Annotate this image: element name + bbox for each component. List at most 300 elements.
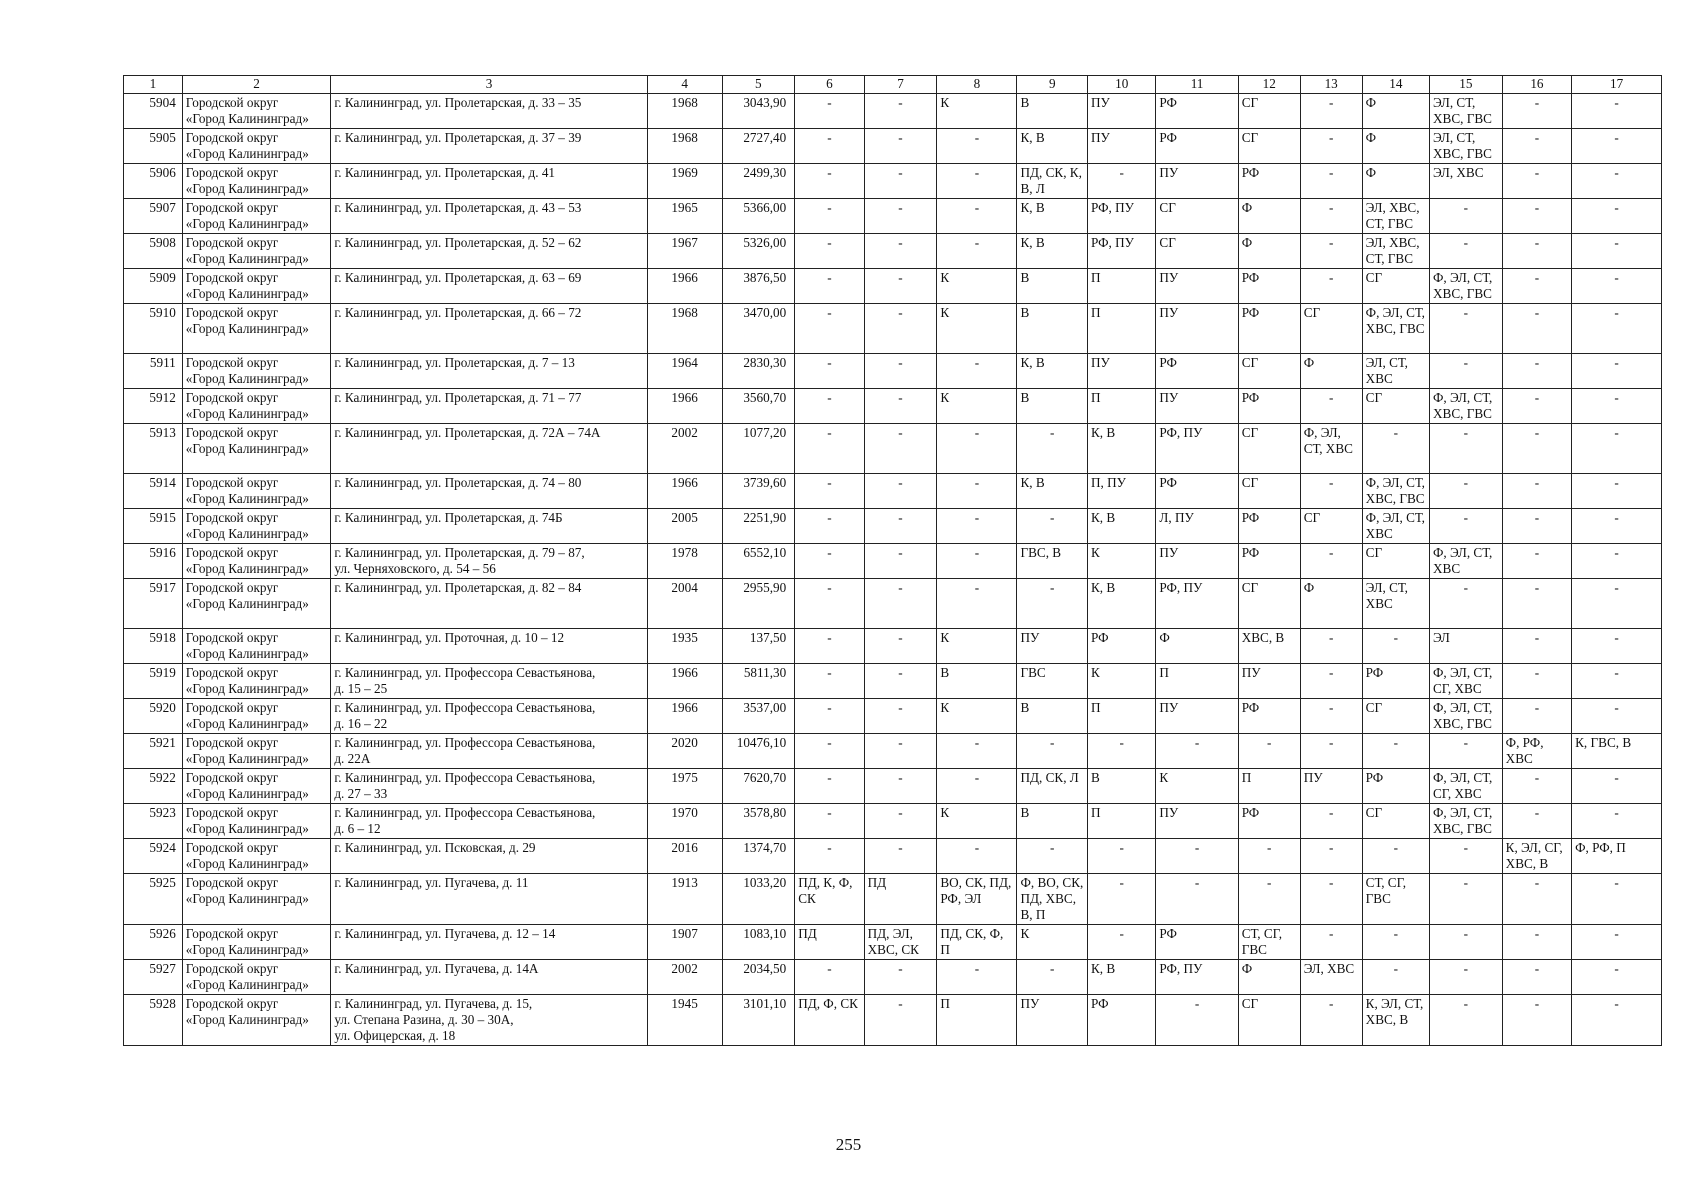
table-cell-col-14: Ф, ЭЛ, СТ, ХВС, ГВС: [1362, 304, 1429, 354]
table-cell-col-13: -: [1300, 734, 1362, 769]
table-cell-col-11: РФ, ПУ: [1156, 960, 1238, 995]
table-row: [124, 664, 1662, 699]
table-cell-col-15: -: [1430, 925, 1503, 960]
table-cell-col-17: -: [1572, 509, 1662, 544]
table-header: [124, 76, 1662, 94]
table-cell-col-16: -: [1502, 960, 1571, 995]
table-row: [124, 304, 1662, 354]
table-cell-col-8: К: [937, 629, 1017, 664]
table-cell-col-2: Городской округ «Город Калининград»: [182, 389, 331, 424]
table-cell-col-16: Ф, РФ, ХВС: [1502, 734, 1571, 769]
table-cell-col-9: В: [1017, 804, 1088, 839]
table-cell-col-7: -: [864, 94, 937, 129]
table-cell-col-6: -: [795, 199, 864, 234]
table-cell-col-17: -: [1572, 699, 1662, 734]
table-cell-col-8: К: [937, 269, 1017, 304]
column-header-4: 4: [647, 76, 722, 94]
table-cell-col-14: СГ: [1362, 389, 1429, 424]
table-cell-col-10: ПУ: [1088, 354, 1156, 389]
table-cell-col-7: -: [864, 474, 937, 509]
table-cell-col-2: Городской округ «Город Калининград»: [182, 199, 331, 234]
table-cell-col-8: К: [937, 699, 1017, 734]
table-cell-col-2: Городской округ «Город Калининград»: [182, 664, 331, 699]
table-cell-col-12: СГ: [1238, 995, 1300, 1046]
table-row: [124, 769, 1662, 804]
table-cell-col-1: 5928: [124, 995, 183, 1046]
table-cell-col-12: ПУ: [1238, 664, 1300, 699]
table-cell-col-1: 5920: [124, 699, 183, 734]
table-cell-col-16: К, ЭЛ, СГ, ХВС, В: [1502, 839, 1571, 874]
table-cell-col-9: К, В: [1017, 474, 1088, 509]
table-cell-col-1: 5914: [124, 474, 183, 509]
table-cell-col-9: В: [1017, 94, 1088, 129]
table-cell-col-12: СГ: [1238, 94, 1300, 129]
table-cell-col-13: -: [1300, 664, 1362, 699]
table-cell-col-2: Городской округ «Город Калининград»: [182, 579, 331, 629]
table-cell-col-12: П: [1238, 769, 1300, 804]
table-cell-col-4: 1968: [647, 129, 722, 164]
table-cell-col-11: РФ, ПУ: [1156, 579, 1238, 629]
table-cell-col-9: ГВС: [1017, 664, 1088, 699]
table-cell-col-13: СГ: [1300, 304, 1362, 354]
table-cell-col-13: -: [1300, 94, 1362, 129]
table-cell-col-3: г. Калининград, ул. Пролетарская, д. 74Б: [331, 509, 647, 544]
table-cell-col-14: Ф: [1362, 164, 1429, 199]
table-cell-col-11: РФ: [1156, 129, 1238, 164]
table-cell-col-8: -: [937, 234, 1017, 269]
table-cell-col-14: ЭЛ, ХВС, СТ, ГВС: [1362, 199, 1429, 234]
table-cell-col-11: ПУ: [1156, 269, 1238, 304]
table-cell-col-2: Городской округ «Город Калининград»: [182, 424, 331, 474]
table-cell-col-7: -: [864, 424, 937, 474]
table-cell-col-12: ХВС, В: [1238, 629, 1300, 664]
table-cell-col-7: -: [864, 804, 937, 839]
table-cell-col-11: СГ: [1156, 199, 1238, 234]
table-cell-col-10: ПУ: [1088, 129, 1156, 164]
table-cell-col-16: -: [1502, 874, 1571, 925]
table-cell-col-5: 3560,70: [722, 389, 795, 424]
table-cell-col-9: К: [1017, 925, 1088, 960]
table-cell-col-17: -: [1572, 94, 1662, 129]
table-cell-col-12: РФ: [1238, 544, 1300, 579]
table-cell-col-12: РФ: [1238, 304, 1300, 354]
table-cell-col-17: -: [1572, 269, 1662, 304]
table-cell-col-13: Ф: [1300, 579, 1362, 629]
table-cell-col-7: -: [864, 769, 937, 804]
table-cell-col-17: -: [1572, 424, 1662, 474]
table-cell-col-14: Ф, ЭЛ, СТ, ХВС: [1362, 509, 1429, 544]
table-cell-col-3: г. Калининград, ул. Пролетарская, д. 72А – 74А: [331, 424, 647, 474]
table-cell-col-6: ПД, Ф, СК: [795, 995, 864, 1046]
table-cell-col-16: -: [1502, 579, 1571, 629]
table-cell-col-4: 1969: [647, 164, 722, 199]
table-cell-col-17: -: [1572, 769, 1662, 804]
table-cell-col-2: Городской округ «Город Калининград»: [182, 699, 331, 734]
table-cell-col-6: -: [795, 769, 864, 804]
table-cell-col-14: -: [1362, 629, 1429, 664]
table-row: [124, 424, 1662, 474]
table-cell-col-16: -: [1502, 995, 1571, 1046]
table-cell-col-8: -: [937, 579, 1017, 629]
table-cell-col-4: 1965: [647, 199, 722, 234]
table-row: [124, 389, 1662, 424]
table-cell-col-10: РФ, ПУ: [1088, 234, 1156, 269]
table-cell-col-16: -: [1502, 424, 1571, 474]
table-cell-col-5: 5811,30: [722, 664, 795, 699]
table-cell-col-4: 1966: [647, 699, 722, 734]
table-cell-col-16: -: [1502, 664, 1571, 699]
table-cell-col-13: Ф: [1300, 354, 1362, 389]
table-cell-col-8: К: [937, 304, 1017, 354]
table-cell-col-11: К: [1156, 769, 1238, 804]
table-cell-col-11: РФ: [1156, 925, 1238, 960]
table-cell-col-12: СГ: [1238, 474, 1300, 509]
table-cell-col-9: -: [1017, 734, 1088, 769]
table-cell-col-6: -: [795, 804, 864, 839]
table-cell-col-11: П: [1156, 664, 1238, 699]
table-cell-col-2: Городской округ «Город Калининград»: [182, 269, 331, 304]
table-cell-col-4: 1907: [647, 925, 722, 960]
table-cell-col-10: П, ПУ: [1088, 474, 1156, 509]
table-cell-col-6: -: [795, 304, 864, 354]
table-cell-col-11: ПУ: [1156, 164, 1238, 199]
column-header-2: 2: [182, 76, 331, 94]
table-cell-col-1: 5906: [124, 164, 183, 199]
table-cell-col-11: Ф: [1156, 629, 1238, 664]
table-cell-col-3: г. Калининград, ул. Пролетарская, д. 71 – 77: [331, 389, 647, 424]
table-cell-col-5: 6552,10: [722, 544, 795, 579]
table-cell-col-16: -: [1502, 389, 1571, 424]
page-number: 255: [835, 1135, 862, 1154]
table-cell-col-6: -: [795, 629, 864, 664]
table-cell-col-13: -: [1300, 839, 1362, 874]
table-cell-col-4: 1968: [647, 304, 722, 354]
table-cell-col-13: -: [1300, 874, 1362, 925]
table-cell-col-15: -: [1430, 839, 1503, 874]
table-cell-col-8: -: [937, 734, 1017, 769]
table-cell-col-12: СГ: [1238, 579, 1300, 629]
table-row: [124, 579, 1662, 629]
table-cell-col-11: -: [1156, 995, 1238, 1046]
table-row: [124, 629, 1662, 664]
table-cell-col-12: Ф: [1238, 199, 1300, 234]
table-cell-col-1: 5924: [124, 839, 183, 874]
table-cell-col-9: ГВС, В: [1017, 544, 1088, 579]
table-row: [124, 474, 1662, 509]
table-cell-col-12: РФ: [1238, 804, 1300, 839]
table-cell-col-15: -: [1430, 474, 1503, 509]
table-cell-col-6: -: [795, 509, 864, 544]
table-cell-col-7: -: [864, 389, 937, 424]
table-cell-col-14: -: [1362, 960, 1429, 995]
table-cell-col-14: Ф, ЭЛ, СТ, ХВС, ГВС: [1362, 474, 1429, 509]
table-cell-col-3: г. Калининград, ул. Профессора Севастьянова, д. 22А: [331, 734, 647, 769]
table-cell-col-15: Ф, ЭЛ, СТ, ХВС, ГВС: [1430, 699, 1503, 734]
table-cell-col-14: РФ: [1362, 769, 1429, 804]
column-header-6: 6: [795, 76, 864, 94]
table-cell-col-13: ЭЛ, ХВС: [1300, 960, 1362, 995]
table-cell-col-5: 2727,40: [722, 129, 795, 164]
table-cell-col-1: 5909: [124, 269, 183, 304]
table-cell-col-14: ЭЛ, ХВС, СТ, ГВС: [1362, 234, 1429, 269]
table-cell-col-2: Городской округ «Город Калининград»: [182, 129, 331, 164]
table-cell-col-8: К: [937, 804, 1017, 839]
table-cell-col-10: П: [1088, 269, 1156, 304]
table-cell-col-5: 3537,00: [722, 699, 795, 734]
data-table: [123, 75, 1662, 1046]
table-cell-col-2: Городской округ «Город Калининград»: [182, 354, 331, 389]
table-row: [124, 874, 1662, 925]
table-cell-col-1: 5905: [124, 129, 183, 164]
table-row: [124, 960, 1662, 995]
table-cell-col-8: -: [937, 960, 1017, 995]
table-cell-col-4: 1967: [647, 234, 722, 269]
table-cell-col-15: Ф, ЭЛ, СТ, СГ, ХВС: [1430, 664, 1503, 699]
table-cell-col-10: П: [1088, 389, 1156, 424]
table-cell-col-17: К, ГВС, В: [1572, 734, 1662, 769]
table-cell-col-9: ПД, СК, Л: [1017, 769, 1088, 804]
table-cell-col-7: -: [864, 129, 937, 164]
table-cell-col-14: -: [1362, 925, 1429, 960]
table-cell-col-7: -: [864, 664, 937, 699]
table-cell-col-6: -: [795, 734, 864, 769]
table-cell-col-15: Ф, ЭЛ, СТ, ХВС: [1430, 544, 1503, 579]
table-cell-col-8: -: [937, 199, 1017, 234]
table-cell-col-7: -: [864, 509, 937, 544]
column-header-8: 8: [937, 76, 1017, 94]
table-cell-col-7: -: [864, 699, 937, 734]
table-cell-col-12: -: [1238, 874, 1300, 925]
table-cell-col-2: Городской округ «Город Калининград»: [182, 164, 331, 199]
table-cell-col-7: ПД, ЭЛ, ХВС, СК: [864, 925, 937, 960]
table-cell-col-8: -: [937, 509, 1017, 544]
table-cell-col-15: -: [1430, 734, 1503, 769]
table-cell-col-16: -: [1502, 94, 1571, 129]
table-cell-col-5: 3876,50: [722, 269, 795, 304]
table-cell-col-16: -: [1502, 509, 1571, 544]
table-cell-col-2: Городской округ «Город Калининград»: [182, 874, 331, 925]
table-cell-col-14: Ф: [1362, 129, 1429, 164]
table-cell-col-1: 5919: [124, 664, 183, 699]
column-header-10: 10: [1088, 76, 1156, 94]
table-cell-col-3: г. Калининград, ул. Пролетарская, д. 63 – 69: [331, 269, 647, 304]
table-cell-col-4: 2002: [647, 960, 722, 995]
table-cell-col-7: -: [864, 354, 937, 389]
column-header-3: 3: [331, 76, 647, 94]
table-cell-col-6: ПД, К, Ф, СК: [795, 874, 864, 925]
table-cell-col-5: 2499,30: [722, 164, 795, 199]
table-cell-col-11: -: [1156, 874, 1238, 925]
table-cell-col-17: -: [1572, 925, 1662, 960]
table-cell-col-2: Городской округ «Город Калининград»: [182, 925, 331, 960]
table-cell-col-8: -: [937, 839, 1017, 874]
table-cell-col-1: 5904: [124, 94, 183, 129]
table-row: [124, 804, 1662, 839]
table-cell-col-1: 5908: [124, 234, 183, 269]
table-cell-col-10: -: [1088, 164, 1156, 199]
table-cell-col-9: В: [1017, 389, 1088, 424]
table-cell-col-4: 1970: [647, 804, 722, 839]
table-cell-col-9: К, В: [1017, 354, 1088, 389]
table-cell-col-8: В: [937, 664, 1017, 699]
table-cell-col-8: -: [937, 769, 1017, 804]
table-cell-col-9: -: [1017, 960, 1088, 995]
table-cell-col-4: 1968: [647, 94, 722, 129]
table-cell-col-14: -: [1362, 839, 1429, 874]
table-cell-col-2: Городской округ «Город Калининград»: [182, 474, 331, 509]
table-cell-col-5: 3739,60: [722, 474, 795, 509]
table-cell-col-10: -: [1088, 925, 1156, 960]
column-header-17: 17: [1572, 76, 1662, 94]
table-cell-col-5: 2034,50: [722, 960, 795, 995]
table-cell-col-9: В: [1017, 269, 1088, 304]
column-header-7: 7: [864, 76, 937, 94]
table-cell-col-1: 5926: [124, 925, 183, 960]
table-cell-col-13: -: [1300, 199, 1362, 234]
table-cell-col-3: г. Калининград, ул. Профессора Севастьянова, д. 6 – 12: [331, 804, 647, 839]
table-row: [124, 995, 1662, 1046]
column-header-13: 13: [1300, 76, 1362, 94]
table-cell-col-6: -: [795, 234, 864, 269]
table-cell-col-12: РФ: [1238, 699, 1300, 734]
table-cell-col-2: Городской округ «Город Калининград»: [182, 960, 331, 995]
table-cell-col-10: РФ: [1088, 995, 1156, 1046]
column-header-5: 5: [722, 76, 795, 94]
table-cell-col-16: -: [1502, 925, 1571, 960]
table-cell-col-16: -: [1502, 354, 1571, 389]
table-cell-col-16: -: [1502, 699, 1571, 734]
table-cell-col-4: 1966: [647, 389, 722, 424]
table-cell-col-14: СГ: [1362, 269, 1429, 304]
table-cell-col-13: -: [1300, 389, 1362, 424]
table-cell-col-10: К, В: [1088, 960, 1156, 995]
table-row: [124, 925, 1662, 960]
table-row: [124, 699, 1662, 734]
table-cell-col-9: -: [1017, 424, 1088, 474]
table-cell-col-1: 5913: [124, 424, 183, 474]
table-cell-col-15: -: [1430, 304, 1503, 354]
table-cell-col-3: г. Калининград, ул. Пролетарская, д. 79 – 87, ул. Черняховского, д. 54 – 56: [331, 544, 647, 579]
table-cell-col-2: Городской округ «Город Калининград»: [182, 839, 331, 874]
table-cell-col-17: -: [1572, 354, 1662, 389]
table-row: [124, 544, 1662, 579]
table-cell-col-1: 5921: [124, 734, 183, 769]
table-cell-col-3: г. Калининград, ул. Профессора Севастьянова, д. 15 – 25: [331, 664, 647, 699]
table-cell-col-17: -: [1572, 389, 1662, 424]
table-cell-col-16: -: [1502, 164, 1571, 199]
table-cell-col-14: ЭЛ, СТ, ХВС: [1362, 354, 1429, 389]
table-cell-col-8: -: [937, 129, 1017, 164]
table-cell-col-10: К: [1088, 664, 1156, 699]
table-cell-col-3: г. Калининград, ул. Пролетарская, д. 41: [331, 164, 647, 199]
table-cell-col-9: ПУ: [1017, 995, 1088, 1046]
table-cell-col-1: 5907: [124, 199, 183, 234]
table-cell-col-16: -: [1502, 129, 1571, 164]
table-cell-col-13: Ф, ЭЛ, СТ, ХВС: [1300, 424, 1362, 474]
table-cell-col-14: ЭЛ, СТ, ХВС: [1362, 579, 1429, 629]
table-cell-col-5: 3101,10: [722, 995, 795, 1046]
table-cell-col-10: ПУ: [1088, 94, 1156, 129]
table-cell-col-13: -: [1300, 269, 1362, 304]
table-cell-col-7: -: [864, 234, 937, 269]
table-cell-col-6: -: [795, 354, 864, 389]
table-cell-col-4: 1966: [647, 474, 722, 509]
table-cell-col-10: РФ: [1088, 629, 1156, 664]
table-cell-col-1: 5912: [124, 389, 183, 424]
table-cell-col-16: -: [1502, 629, 1571, 664]
table-cell-col-17: -: [1572, 629, 1662, 664]
table-cell-col-11: РФ, ПУ: [1156, 424, 1238, 474]
table-cell-col-9: -: [1017, 579, 1088, 629]
table-cell-col-14: СГ: [1362, 699, 1429, 734]
table-cell-col-15: -: [1430, 199, 1503, 234]
table-cell-col-4: 1975: [647, 769, 722, 804]
table-cell-col-10: РФ, ПУ: [1088, 199, 1156, 234]
table-cell-col-7: -: [864, 579, 937, 629]
table-cell-col-17: -: [1572, 664, 1662, 699]
table-cell-col-2: Городской округ «Город Калининград»: [182, 629, 331, 664]
table-row: [124, 164, 1662, 199]
table-cell-col-3: г. Калининград, ул. Пролетарская, д. 7 – 13: [331, 354, 647, 389]
table-cell-col-15: Ф, ЭЛ, СТ, СГ, ХВС: [1430, 769, 1503, 804]
table-cell-col-17: -: [1572, 960, 1662, 995]
table-cell-col-17: -: [1572, 544, 1662, 579]
table-cell-col-2: Городской округ «Город Калининград»: [182, 544, 331, 579]
table-cell-col-14: Ф: [1362, 94, 1429, 129]
table-cell-col-15: Ф, ЭЛ, СТ, ХВС, ГВС: [1430, 269, 1503, 304]
table-cell-col-17: -: [1572, 874, 1662, 925]
table-cell-col-7: -: [864, 544, 937, 579]
table-cell-col-3: г. Калининград, ул. Пролетарская, д. 74 – 80: [331, 474, 647, 509]
table-cell-col-4: 1945: [647, 995, 722, 1046]
table-cell-col-2: Городской округ «Город Калининград»: [182, 304, 331, 354]
table-cell-col-17: -: [1572, 304, 1662, 354]
table-cell-col-3: г. Калининград, ул. Пугачева, д. 11: [331, 874, 647, 925]
table-cell-col-17: Ф, РФ, П: [1572, 839, 1662, 874]
table-cell-col-12: -: [1238, 734, 1300, 769]
table-cell-col-8: ПД, СК, Ф, П: [937, 925, 1017, 960]
table-cell-col-6: -: [795, 960, 864, 995]
table-cell-col-11: ПУ: [1156, 389, 1238, 424]
table-row: [124, 509, 1662, 544]
table-cell-col-13: СГ: [1300, 509, 1362, 544]
table-cell-col-6: -: [795, 129, 864, 164]
table-cell-col-2: Городской округ «Город Калининград»: [182, 734, 331, 769]
table-cell-col-8: К: [937, 94, 1017, 129]
table-cell-col-3: г. Калининград, ул. Пугачева, д. 14А: [331, 960, 647, 995]
table-cell-col-11: -: [1156, 734, 1238, 769]
table-row: [124, 94, 1662, 129]
table-cell-col-12: РФ: [1238, 509, 1300, 544]
table-cell-col-9: -: [1017, 509, 1088, 544]
table-cell-col-12: Ф: [1238, 234, 1300, 269]
table-cell-col-13: -: [1300, 474, 1362, 509]
table-cell-col-12: СГ: [1238, 424, 1300, 474]
table-cell-col-6: -: [795, 839, 864, 874]
table-cell-col-1: 5918: [124, 629, 183, 664]
table-cell-col-5: 10476,10: [722, 734, 795, 769]
table-cell-col-7: -: [864, 960, 937, 995]
table-cell-col-12: РФ: [1238, 389, 1300, 424]
table-cell-col-11: -: [1156, 839, 1238, 874]
table-cell-col-10: В: [1088, 769, 1156, 804]
table-row: [124, 734, 1662, 769]
table-cell-col-10: П: [1088, 304, 1156, 354]
table-cell-col-14: РФ: [1362, 664, 1429, 699]
table-cell-col-17: -: [1572, 234, 1662, 269]
table-cell-col-13: ПУ: [1300, 769, 1362, 804]
table-cell-col-1: 5910: [124, 304, 183, 354]
